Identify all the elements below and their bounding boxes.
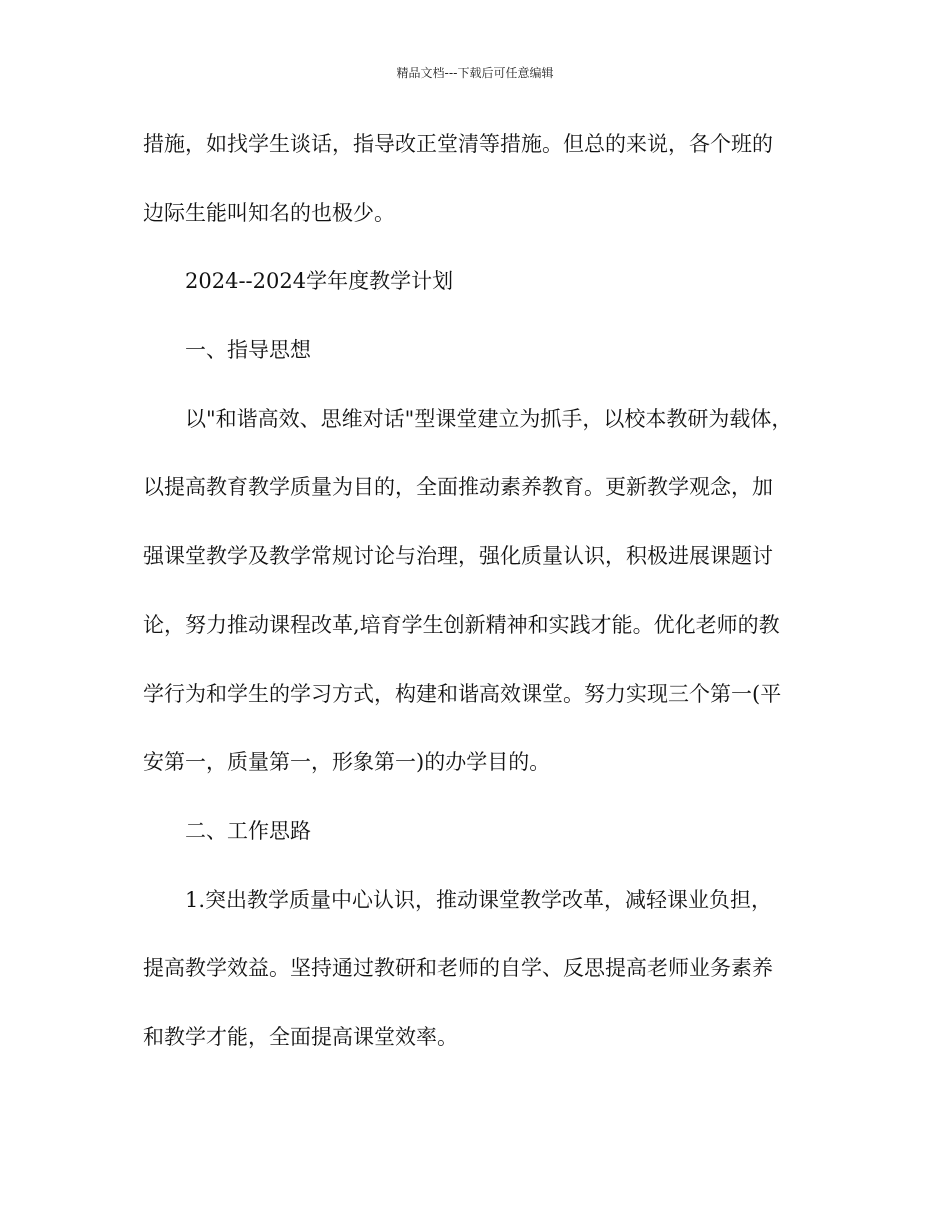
body-text-line: 安第一，质量第一，形象第一)的办学目的。 xyxy=(143,750,551,775)
section-heading-guiding-thought: 一、指导思想 xyxy=(185,338,311,363)
body-text-line: 和教学才能，全面提高课堂效率。 xyxy=(143,1024,458,1049)
body-text-line: 强课堂教学及教学常规讨论与治理，强化质量认识，积极进展课题讨 xyxy=(143,544,773,569)
body-text-line: 以"和谐高效、思维对话"型课堂建立为抓手，以校本教研为载体， xyxy=(185,406,793,431)
body-text-line: 边际生能叫知名的也极少。 xyxy=(143,200,395,225)
body-text-line: 1.突出教学质量中心认识，推动课堂教学改革，减轻课业负担， xyxy=(185,887,773,912)
body-text-line: 措施，如找学生谈话，指导改正堂清等措施。但总的来说，各个班的 xyxy=(143,132,773,156)
document-body xyxy=(143,118,819,1080)
body-text-line: 提高教学效益。坚持通过教研和老师的自学、反思提高老师业务素养 xyxy=(143,956,773,981)
page-header: 精品文档---下载后可任意编辑 xyxy=(396,66,554,80)
body-text-line: 学行为和学生的学习方式，构建和谐高效课堂。努力实现三个第一(平 xyxy=(143,681,782,706)
plan-title: 2024--2024学年度教学计划 xyxy=(185,269,454,294)
section-heading-work-approach: 二、工作思路 xyxy=(185,818,311,843)
body-text-line: 论，努力推动课程改革,培育学生创新精神和实践才能。优化老师的教 xyxy=(143,612,780,637)
body-text-line: 以提高教育教学质量为目的，全面推动素养教育。更新教学观念，加 xyxy=(143,475,773,500)
